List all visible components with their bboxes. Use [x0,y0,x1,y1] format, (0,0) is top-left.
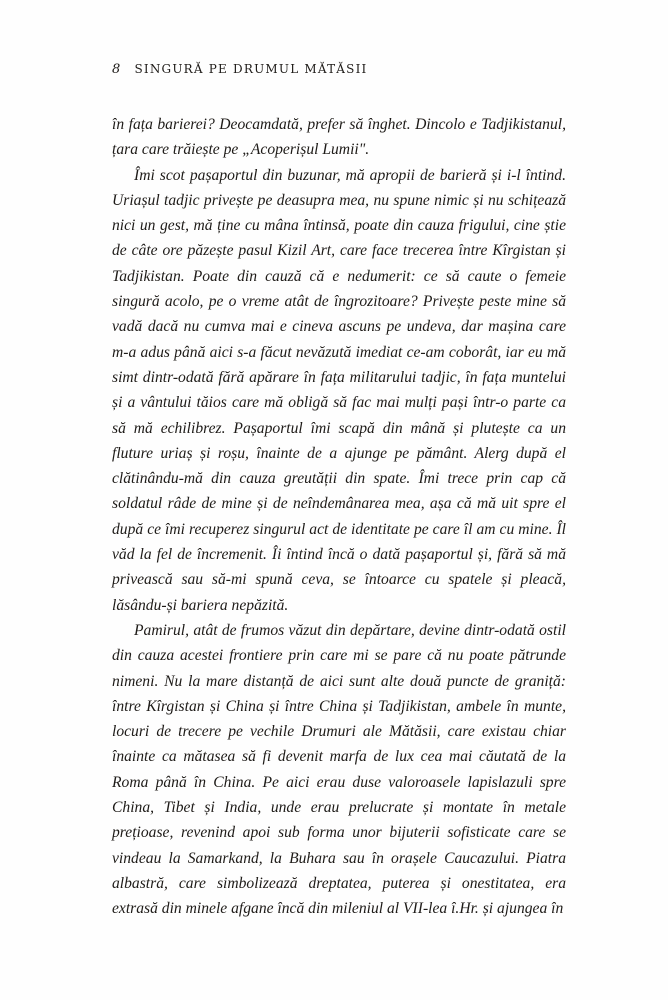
running-title: SINGURĂ PE DRUMUL MĂTĂSII [134,62,368,76]
paragraph-continuation: în fața barierei? Deocamdată, prefer să înghet. Dincolo e Tadjikistanul, țara care trăiește pe „Acoperișul Lumii". [112,116,566,159]
paragraph-pamir: Pamirul, atât de frumos văzut din depărtare, devine dintr-odată ostil din cauza acestei frontiere prin care mi se pare că nu poate pătrunde nimeni. Nu la mare distanță de aici sunt alte două puncte de graniță: între Kîrgistan și China și între China și Tadjikistan, ambele în munte, locuri de trecere pe vechile Drumuri ale Mătăsii, care existau chiar înainte ca mătasea să fi devenit marfa de lux cea mai căutată de la Roma până în China. Pe aici erau duse valoroasele lapislazuli spre China, Tibet și India, unde erau prelucrate și montate în metale prețioase, revenind apoi sub forma unor bijuterii sofisticate care se vindeau la Samarkand, la Buhara sau în orașele Caucazului. Piatra albastră, care simbolizează dreptatea, puterea și onestitatea, era extrasă din minele afgane încă din mileniul al VII-lea î.Hr. și ajungea în [112,621,566,918]
paragraph-passport: Îmi scot pașaportul din buzunar, mă apropii de barieră și i-l întind. Uriașul tadjic privește pe deasupra mea, nu spune nimic și nu schițează nici un gest, mă ține cu mâna întinsă, poate din cauza frigului, cine știe de câte ore păzește pasul Kizil Art, care face trecerea între Kîrgistan și Tadjikistan. Poate din cauză că e nedumerit: ce să caute o femeie singură acolo, pe o vreme atât de îngrozitoare? Privește peste mine să vadă dacă nu cumva mai e cineva ascuns pe undeva, dar mașina care m-a adus până aici s-a făcut nevăzută imediat ce-am coborât, iar eu mă simt dintr-odată fără apărare în fața militarului tadjic, în fața muntelui și a vântului tăios care mă obligă să fac mai mulți pași într-o parte ca să mă echilibrez. Pașaportul îmi scapă din mână și plutește ca un fluture uriaș și roșu, înainte de a ajunge pe pământ. Alerg după el clătinându-mă din cauza greutății din spate. Îmi trece prin cap că soldatul râde de mine și de neîndemânarea mea, așa că mă uit spre el după ce îmi recuperez singurul act de identitate pe care îl am cu mine. Îl văd la fel de încremenit. Îi întind încă o dată pașaportul și, fără să mă privească sau să-mi spună ceva, se întoarce cu spatele și pleacă, lăsându-și bariera nepăzită. [112,166,566,614]
page-number: 8 [112,62,122,77]
body-text [112,112,566,922]
running-header [112,62,367,77]
